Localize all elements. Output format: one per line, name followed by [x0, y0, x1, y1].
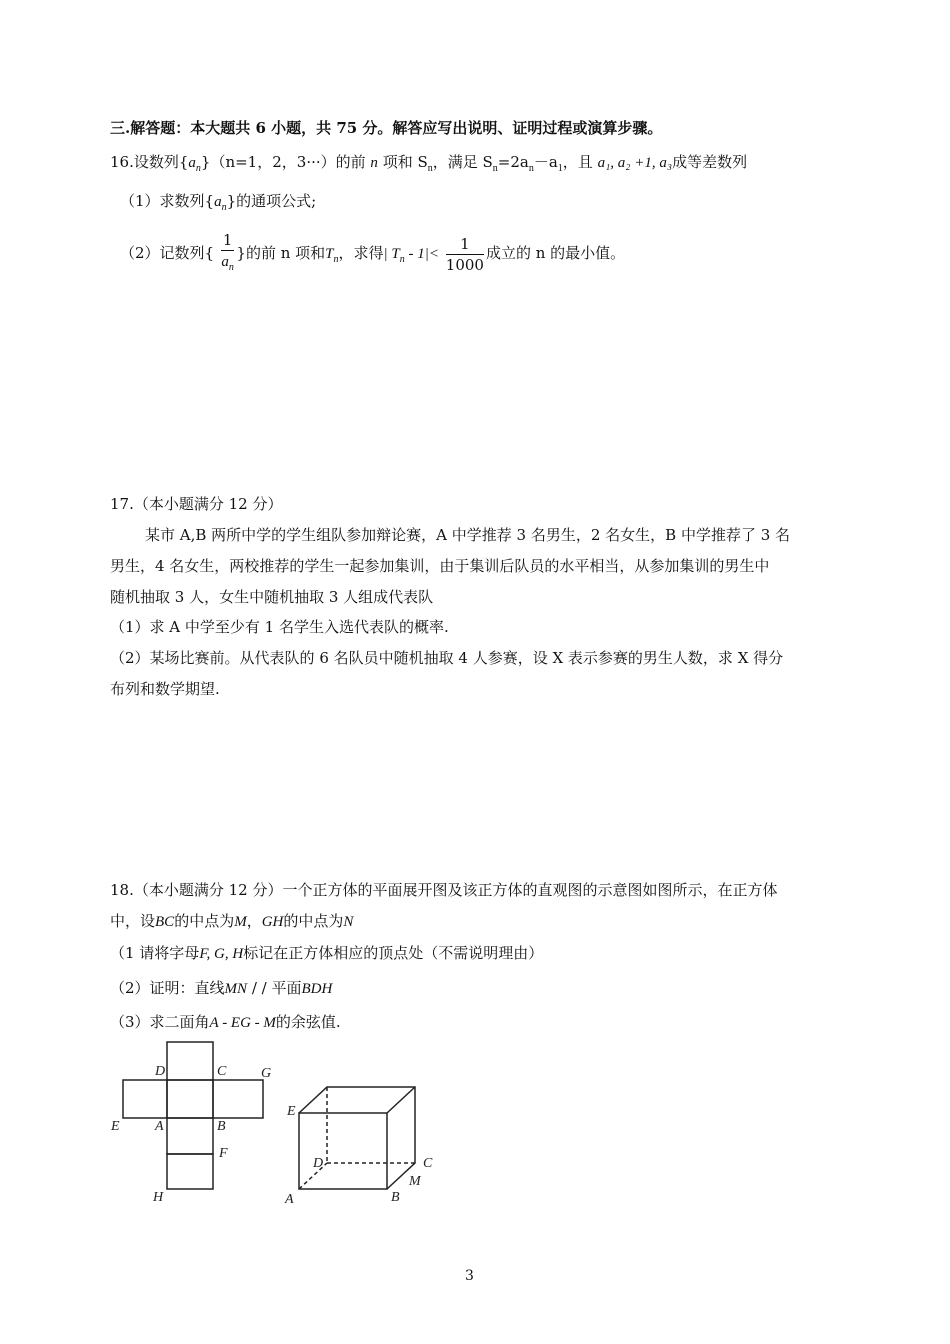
cube-label-m: M: [409, 1174, 421, 1189]
net-label-h: H: [153, 1190, 164, 1205]
q17-line3: 随机抽取 3 人，女生中随机抽取 3 人组成代表队: [110, 588, 434, 606]
q17-line1: 某市 A,B 两所中学的学生组队参加辩论赛，A 中学推荐 3 名男生，2 名女生，B 中学推荐了 3 名: [145, 526, 791, 544]
q17-part2a: （2）某场比赛前。从代表队的 6 名队员中随机抽取 4 人参赛，设 X 表示参赛的男生人数，求 X 得分: [110, 649, 784, 667]
cube-label-c: C: [423, 1156, 433, 1171]
net-label-d: D: [155, 1064, 166, 1079]
cube-label-e: E: [287, 1104, 296, 1119]
q17-part1: （1）求 A 中学至少有 1 名学生入选代表队的概率.: [110, 618, 449, 636]
net-label-e: E: [111, 1119, 120, 1134]
cube-label-d: D: [313, 1156, 324, 1171]
fraction-1-over-an: $\frac{1}{a_n}$: [221, 231, 234, 273]
cube-label-b: B: [391, 1190, 400, 1205]
q18-part3: （3）求二面角A - EG - M的余弦值.: [110, 1013, 341, 1031]
net-label-a: A: [155, 1119, 164, 1134]
net-label-c: C: [217, 1064, 227, 1079]
q16-line1: 16.设数列$\{a_n\}(n=1$，2，3···）的前 n 项和 $S_n$，满足 $S_n=2a_n-a_1$，且 a₁, a₂ +1, a₃成等差数列: [110, 153, 748, 174]
cube-figure: [105, 1035, 485, 1215]
q18-line2: 中，设BC的中点为M，GH的中点为N: [110, 912, 354, 930]
cube-label-a: A: [285, 1192, 294, 1207]
q18-part2: （2）证明：直线MN / / 平面BDH: [110, 979, 333, 997]
section-header: 三.解答题：本大题共 6 小题，共 75 分。解答应写出说明、证明过程或演算步骤。: [110, 119, 663, 137]
net-label-g: G: [261, 1066, 272, 1081]
q17-title: 17.（本小题满分 12 分）: [110, 495, 283, 513]
q16-part2: （2）记数列{ $\frac{1}{a_n}$ }的前 n 项和$T_n$，求得| $T_n - 1|<$ $\frac{1}{1000}$ 成立的 n 的最小值。: [120, 230, 625, 281]
net-label-f: F: [219, 1146, 228, 1161]
cube-net: [123, 1042, 263, 1189]
cube-drawing: [299, 1087, 415, 1189]
page-number: 3: [465, 1268, 474, 1284]
net-label-b: B: [217, 1119, 226, 1134]
q17-part2b: 布列和数学期望.: [110, 680, 220, 698]
q17-line2: 男生，4 名女生，两校推荐的学生一起参加集训，由于集训后队员的水平相当，从参加集训的男生中: [110, 557, 770, 575]
fraction-1-over-1000: $\frac{1}{1000}$: [445, 234, 484, 274]
q16-part1: （1）求数列$\{a_n\}$的通项公式;: [120, 192, 317, 213]
q18-line1: 18.（本小题满分 12 分）一个正方体的平面展开图及该正方体的直观图的示意图如图所示，在正方体: [110, 881, 778, 899]
q18-part1: （1 请将字母F, G, H标记在正方体相应的顶点处（不需说明理由）: [110, 944, 544, 962]
